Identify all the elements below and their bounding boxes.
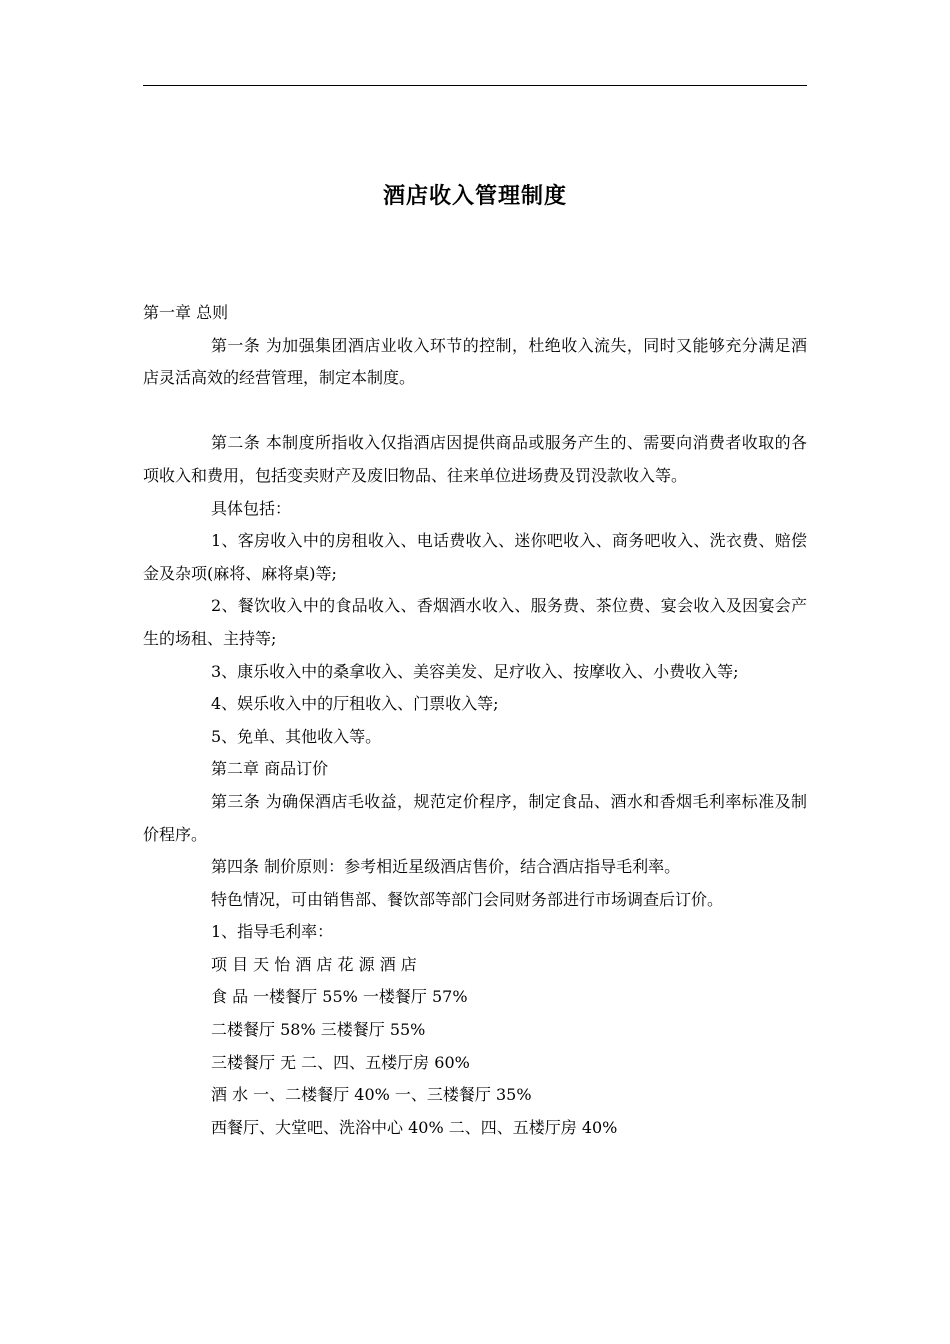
chapter-1-heading: 第一章 总则	[143, 303, 229, 322]
document-body	[143, 297, 807, 1144]
margin-table-header: 项 目 天 怡 酒 店 花 源 酒 店	[211, 954, 417, 974]
margin-heading: 1、指导毛利率：	[211, 922, 334, 942]
margin-row-food: 食 品 一楼餐厅 55% 一楼餐厅 57%	[211, 987, 468, 1007]
margin-row-food-3: 三楼餐厅 无 二、四、五楼厅房 60%	[211, 1052, 470, 1072]
article-4: 第四条 制价原则：参考相近星级酒店售价，结合酒店指导毛利率。	[211, 857, 681, 877]
document-title: 酒店收入管理制度	[382, 184, 567, 209]
article-1: 第一条 为加强集团酒店业收入环节的控制，杜绝收入流失，同时又能够充分满足酒店灵活高效的经营管理，制定本制度。	[143, 335, 807, 388]
list-item-entertainment: 4、娱乐收入中的厅租收入、门票收入等;	[211, 694, 499, 714]
paragraph-spacer	[143, 395, 807, 428]
article-3: 第三条 为确保酒店毛收益，规范定价程序，制定食品、酒水和香烟毛利率标准及制价程序。	[143, 791, 807, 844]
list-item-catering: 2、餐饮收入中的食品收入、香烟酒水收入、服务费、茶位费、宴会收入及因宴会产生的场租、主持等;	[143, 596, 807, 648]
chapter-2-heading: 第二章 商品订价	[211, 759, 329, 779]
header-rule	[143, 85, 807, 86]
article-2: 第二条 本制度所指收入仅指酒店因提供商品或服务产生的、需要向消费者收取的各项收入和费用，包括变卖财产及废旧物品、往来单位进场费及罚没款收入等。	[143, 433, 807, 485]
list-item-rooms: 1、客房收入中的房租收入、电话费收入、迷你吧收入、商务吧收入、洗衣费、赔偿金及杂项(麻将、麻将桌)等;	[143, 531, 807, 583]
margin-row-food-2: 二楼餐厅 58% 三楼餐厅 55%	[211, 1020, 426, 1040]
margin-row-beverage: 酒 水 一、二楼餐厅 40% 一、三楼餐厅 35%	[211, 1085, 532, 1105]
includes-heading: 具体包括：	[211, 498, 292, 518]
list-item-recreation: 3、康乐收入中的桑拿收入、美容美发、足疗收入、按摩收入、小费收入等;	[211, 661, 739, 681]
margin-row-beverage-2: 西餐厅、大堂吧、洗浴中心 40% 二、四、五楼厅房 40%	[211, 1117, 618, 1137]
list-item-other: 5、免单、其他收入等。	[211, 726, 382, 746]
special-pricing-note: 特色情况，可由销售部、餐饮部等部门会同财务部进行市场调查后订价。	[211, 889, 724, 909]
